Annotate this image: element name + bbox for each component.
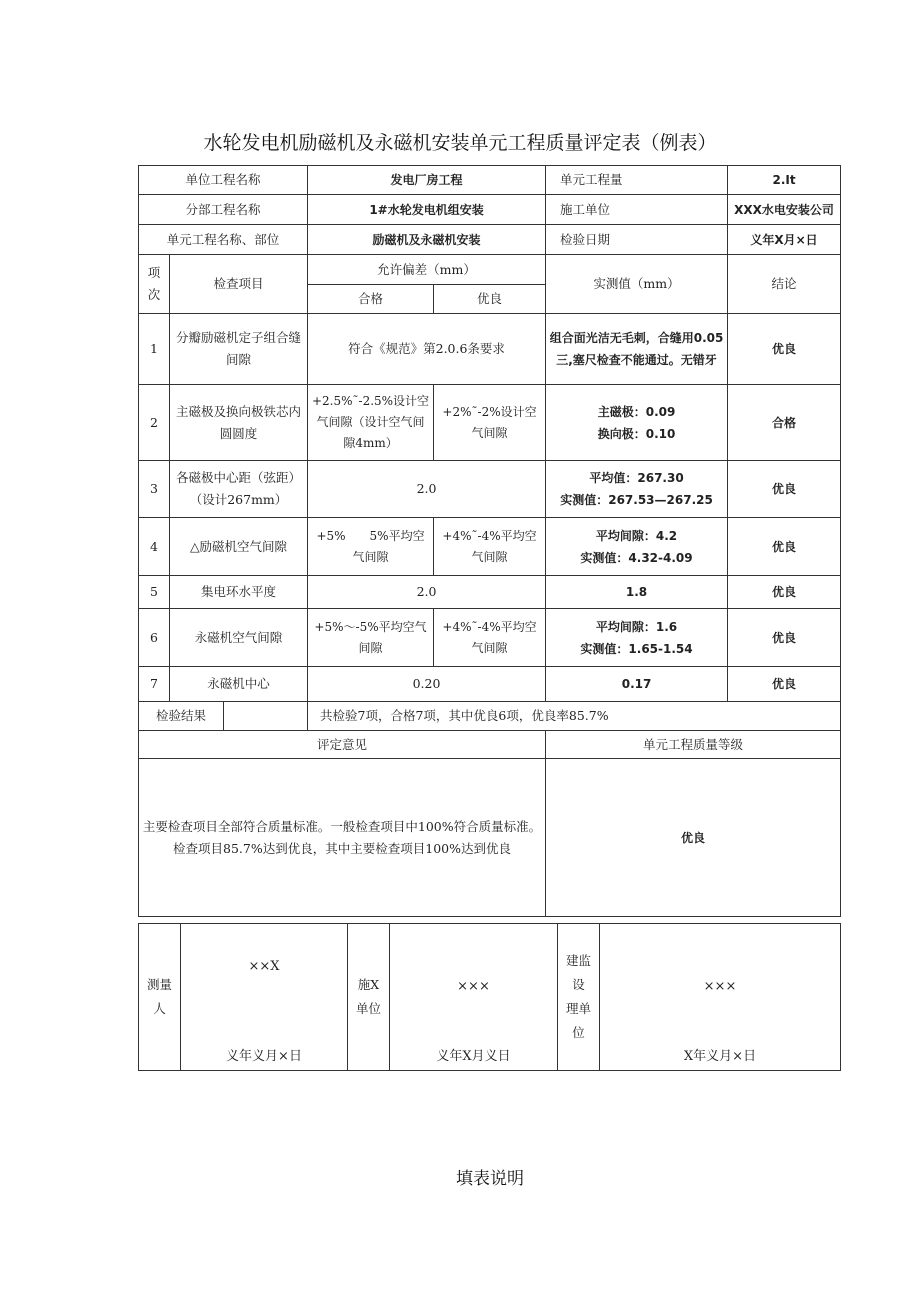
result-label	[139, 702, 308, 731]
row-qualified: +5%～-5%平均空气间隙	[308, 609, 434, 667]
row-measured-line1: 平均间隙：4.2	[595, 528, 678, 543]
unit-project-label: 单位工程名称	[139, 166, 308, 195]
header-row-division	[139, 195, 841, 225]
row-item: 永磁机空气间隙	[170, 609, 308, 667]
supervision-name: ×××	[703, 979, 737, 994]
page-title: 水轮发电机励磁机及永磁机安装单元工程质量评定表（例表）	[203, 132, 717, 154]
row-excellent: +2%˜-2%设计空气间隙	[434, 385, 546, 461]
element-name-label: 单元工程名称、部位	[139, 225, 308, 255]
table-row	[139, 518, 841, 576]
row-conclusion: 优良	[728, 609, 841, 667]
row-item: 各磁极中心距（弦距）（设计267mm）	[170, 461, 308, 518]
row-conclusion: 合格	[728, 385, 841, 461]
col-measured: 实测值（mm）	[546, 255, 728, 314]
row-item: 永磁机中心	[170, 667, 308, 702]
col-item-no: 项次	[139, 255, 170, 314]
row-measured: 1.8	[546, 576, 728, 609]
row-measured-line1: 平均间隙：1.6	[595, 619, 678, 634]
row-no: 5	[139, 576, 170, 609]
row-no: 3	[139, 461, 170, 518]
row-item: 集电环水平度	[170, 576, 308, 609]
inspection-date-label: 检验日期	[546, 225, 728, 255]
table-row	[139, 314, 841, 385]
row-excellent: +4%˜-4%平均空气间隙	[434, 518, 546, 576]
row-conclusion: 优良	[728, 314, 841, 385]
col-qualified: 合格	[308, 285, 434, 314]
opinion-text	[139, 759, 546, 917]
row-tolerance: 符合《规范》第2.0.6条要求	[308, 314, 546, 385]
result-value: 共检验7项，合格7项，其中优良6项，优良率85.7%	[308, 702, 841, 731]
row-conclusion: 优良	[728, 667, 841, 702]
surveyor-date: 义年义月×日	[226, 1049, 302, 1064]
row-measured-line2: 实测值：4.32-4.09	[580, 550, 693, 565]
supervision-label	[558, 924, 600, 1071]
grade-label: 单元工程质量等级	[546, 731, 841, 759]
table-row	[139, 461, 841, 518]
table-row	[139, 385, 841, 461]
row-tolerance: 2.0	[308, 576, 546, 609]
table-row	[139, 609, 841, 667]
supervision-cell	[600, 924, 841, 1071]
assessment-body-row	[139, 759, 841, 917]
row-no: 7	[139, 667, 170, 702]
row-qualified: +2.5%˜-2.5%设计空气间隙（设计空气间隙4mm）	[308, 385, 434, 461]
row-measured: 组合面光洁无毛刺，合缝用0.05三,塞尺检查不能通过。无错牙	[546, 314, 728, 385]
contractor-label: 施工单位	[546, 195, 728, 225]
row-measured-line1: 平均值：267.30	[589, 471, 684, 485]
construction-label-line1: 施X	[357, 977, 380, 992]
row-item: 主磁极及换向极铁芯内圆圆度	[170, 385, 308, 461]
signature-table	[138, 923, 841, 1071]
result-row	[139, 702, 841, 731]
opinion-label: 评定意见	[139, 731, 546, 759]
construction-label-line2: 单位	[355, 1001, 381, 1016]
col-conclusion: 结论	[728, 255, 841, 314]
row-tolerance: 0.20	[308, 667, 546, 702]
row-measured	[546, 518, 728, 576]
header-row-unit	[139, 166, 841, 195]
supervision-label-line2: 理单位	[565, 1001, 591, 1040]
row-item: 分瓣励磁机定子组合缝间隙	[170, 314, 308, 385]
construction-cell	[390, 924, 558, 1071]
surveyor-cell	[181, 924, 348, 1071]
row-measured-line2: 实测值：267.53—267.25	[560, 493, 713, 507]
row-measured-line2: 实测值：1.65-1.54	[580, 641, 693, 656]
col-check-item: 检查项目	[170, 255, 308, 314]
row-no: 4	[139, 518, 170, 576]
table-row	[139, 576, 841, 609]
division-value: 1#水轮发电机组安装	[308, 195, 546, 225]
opinion-line2: 检查项目85.7%达到优良，其中主要检查项目100%达到优良	[173, 840, 511, 856]
row-measured: 0.17	[546, 667, 728, 702]
row-qualified: +5% 5%平均空气间隙	[308, 518, 434, 576]
signature-row	[139, 924, 841, 1071]
division-label: 分部工程名称	[139, 195, 308, 225]
instructions-heading: 填表说明	[456, 1169, 524, 1189]
row-excellent: +4%˜-4%平均空气间隙	[434, 609, 546, 667]
surveyor-name: ××X	[248, 959, 280, 974]
construction-date: 义年X月义日	[436, 1049, 511, 1064]
element-name-value: 励磁机及永磁机安装	[308, 225, 546, 255]
supervision-date: X年义月×日	[683, 1049, 757, 1064]
inspection-date-value: 义年X月×日	[728, 225, 841, 255]
surveyor-label: 测量人	[139, 924, 181, 1071]
row-conclusion: 优良	[728, 518, 841, 576]
col-excellent: 优良	[434, 285, 546, 314]
row-measured	[546, 461, 728, 518]
row-tolerance: 2.0	[308, 461, 546, 518]
table-row	[139, 667, 841, 702]
unit-project-value: 发电厂房工程	[308, 166, 546, 195]
contractor-value: XXX水电安装公司	[728, 195, 841, 225]
header-row-element	[139, 225, 841, 255]
row-measured	[546, 385, 728, 461]
row-no: 1	[139, 314, 170, 385]
row-measured	[546, 609, 728, 667]
row-item: △励磁机空气间隙	[170, 518, 308, 576]
supervision-label-line1: 建监设	[565, 953, 591, 992]
quality-assessment-table	[138, 165, 841, 917]
element-quantity-label: 单元工程量	[546, 166, 728, 195]
element-quantity-value: 2.It	[728, 166, 841, 195]
column-header-row	[139, 255, 841, 285]
row-conclusion: 优良	[728, 576, 841, 609]
row-conclusion: 优良	[728, 461, 841, 518]
col-tolerance: 允许偏差（mm）	[308, 255, 546, 285]
opinion-line1: 主要检查项目全部符合质量标准。一般检查项目中100%符合质量标准。	[142, 818, 542, 834]
construction-label	[348, 924, 390, 1071]
row-no: 6	[139, 609, 170, 667]
construction-name: ×××	[457, 979, 490, 994]
row-no: 2	[139, 385, 170, 461]
row-measured-line2: 换向极：0.10	[597, 426, 676, 441]
row-measured-line1: 主磁极：0.09	[597, 404, 676, 419]
result-label-text: 检验结果	[139, 702, 224, 730]
grade-value: 优良	[546, 759, 841, 917]
assessment-header-row	[139, 731, 841, 759]
